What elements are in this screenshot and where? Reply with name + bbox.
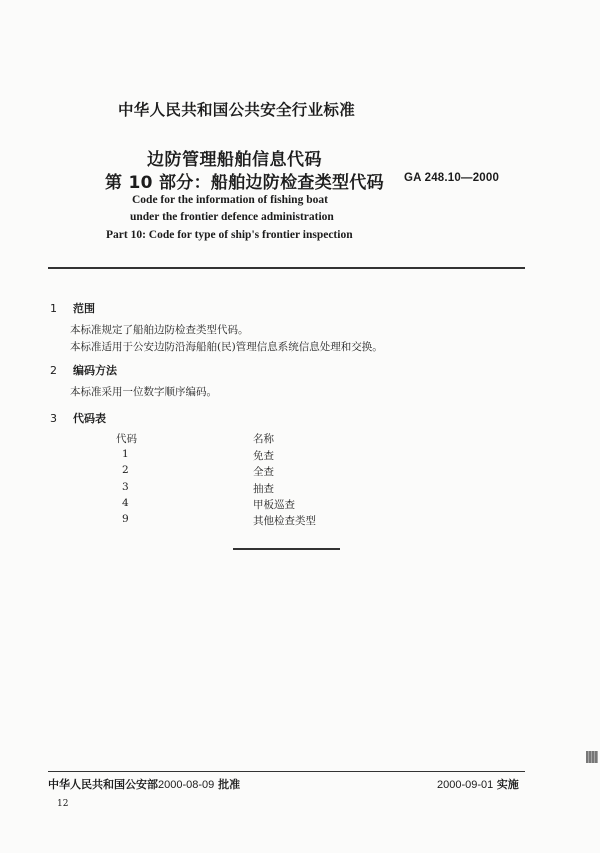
section-number: 3: [50, 412, 57, 425]
section-1-paragraph-2: 本标准适用于公安边防沿海船舶(民)管理信息系统信息处理和交换。: [70, 341, 383, 353]
title-cn-line2: 第 10 部分：船舶边防检查类型代码: [105, 173, 384, 193]
footer-divider: [48, 771, 525, 772]
section-2-heading: [50, 362, 117, 378]
effective-info: [437, 776, 519, 792]
table-cell-name: 抽查: [253, 483, 274, 495]
page-edge-tab-marker: [586, 751, 598, 763]
title-en-line1: Code for the information of fishing boat: [132, 194, 328, 206]
table-cell-code: 4: [122, 497, 129, 509]
table-cell-code: 3: [122, 481, 129, 493]
table-cell-name: 免查: [253, 450, 274, 462]
effective-date: 2000-09-01: [437, 779, 494, 791]
section-1-heading: [50, 300, 95, 316]
title-en-line2: under the frontier defence administration: [130, 211, 334, 223]
table-cell-name: 全查: [253, 466, 274, 478]
section-1-paragraph-1: 本标准规定了船舶边防检查类型代码。: [70, 324, 249, 336]
standard-number: GA 248.10—2000: [404, 172, 500, 184]
section-2-paragraph-1: 本标准采用一位数字顺序编码。: [70, 386, 217, 398]
section-title: 范围: [73, 302, 95, 315]
table-cell-code: 2: [122, 464, 129, 476]
section-number: 2: [50, 364, 57, 377]
page-number: 12: [57, 799, 69, 809]
title-en-line3: Part 10: Code for type of ship's frontier inspection: [106, 229, 353, 241]
title-cn-line1: 边防管理船舶信息代码: [147, 150, 322, 170]
section-number: 1: [50, 302, 57, 315]
end-of-text-rule: [233, 548, 340, 550]
approval-info: [48, 776, 240, 792]
effective-label: 实施: [496, 778, 519, 791]
section-3-heading: [50, 410, 106, 426]
table-cell-name: 甲板巡查: [253, 499, 295, 511]
approval-date: 2000-08-09: [158, 779, 215, 791]
table-cell-name: 其他检查类型: [253, 515, 316, 527]
standard-organization: 中华人民共和国公共安全行业标准: [118, 101, 356, 119]
header-divider: [48, 267, 525, 269]
table-cell-code: 9: [122, 513, 129, 525]
table-header-name: 名称: [253, 433, 274, 445]
approver: 中华人民共和国公安部: [48, 778, 158, 791]
table-header-code: 代码: [116, 433, 137, 445]
approval-label: 批准: [218, 778, 241, 791]
section-title: 编码方法: [73, 364, 117, 377]
section-title: 代码表: [73, 412, 106, 425]
table-cell-code: 1: [122, 448, 129, 460]
